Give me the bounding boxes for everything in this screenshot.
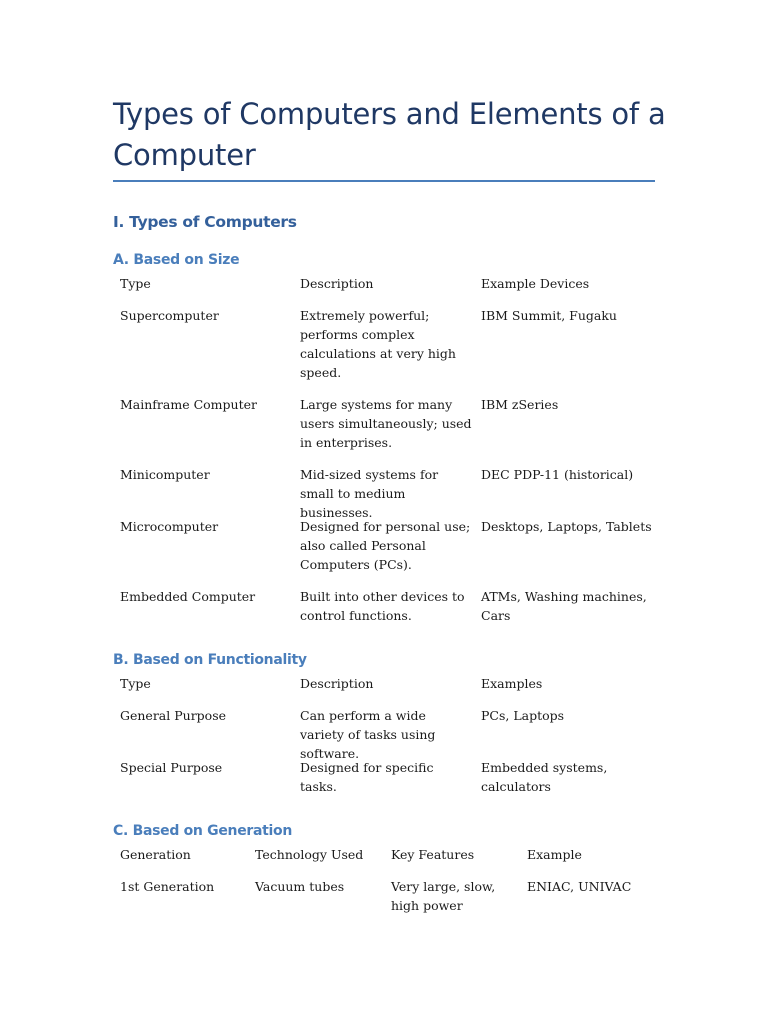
subsection-heading-generation: C. Based on Generation [113,823,293,839]
table-cell: DEC PDP-11 (historical) [481,467,634,482]
subsection-heading-functionality: B. Based on Functionality [113,652,307,668]
table-cell: Designed for personal use; also called Personal Computers (PCs). [300,519,471,572]
header-cell: Examples [481,676,543,691]
table-cell: Minicomputer [120,467,210,482]
table-cell: Mid-sized systems for small to medium businesses. [300,467,439,520]
header-cell: Type [120,676,151,691]
header-cell: Technology Used [255,847,364,862]
table-cell: Vacuum tubes [255,879,345,894]
table-cell: Very large, slow, high power [391,879,496,913]
table-cell: 1st Generation [120,879,215,894]
table-cell: Large systems for many users simultaneously; used in enterprises. [300,397,472,450]
table-cell: Extremely powerful; performs complex calculations at very high speed. [300,308,456,380]
subsection-heading-size: A. Based on Size [113,252,240,268]
header-cell: Description [300,276,374,291]
table-cell: Microcomputer [120,519,219,534]
header-cell: Example Devices [481,276,590,291]
table-cell: Embedded systems, calculators [481,760,608,794]
table-cell: ATMs, Washing machines, Cars [481,589,647,623]
table-cell: IBM Summit, Fugaku [481,308,617,323]
table-cell: PCs, Laptops [481,708,565,723]
table-cell: ENIAC, UNIVAC [527,879,632,894]
table-cell: Desktops, Laptops, Tablets [481,519,652,534]
table-cell: Special Purpose [120,760,223,775]
section-heading-types: I. Types of Computers [113,213,297,231]
table-cell: Built into other devices to control functions. [300,589,465,623]
header-cell: Generation [120,847,191,862]
table-cell: General Purpose [120,708,227,723]
header-cell: Key Features [391,847,475,862]
table-cell: Designed for specific tasks. [300,760,434,794]
table-cell: Mainframe Computer [120,397,257,412]
header-cell: Type [120,276,151,291]
table-cell: Can perform a wide variety of tasks using software. [300,708,436,761]
document-title: Types of Computers and Elements of a Computer [113,97,666,172]
table-cell: Supercomputer [120,308,219,323]
header-cell: Description [300,676,374,691]
table-cell: Embedded Computer [120,589,256,604]
header-cell: Example [527,847,582,862]
title-underline [113,180,655,182]
table-cell: IBM zSeries [481,397,559,412]
